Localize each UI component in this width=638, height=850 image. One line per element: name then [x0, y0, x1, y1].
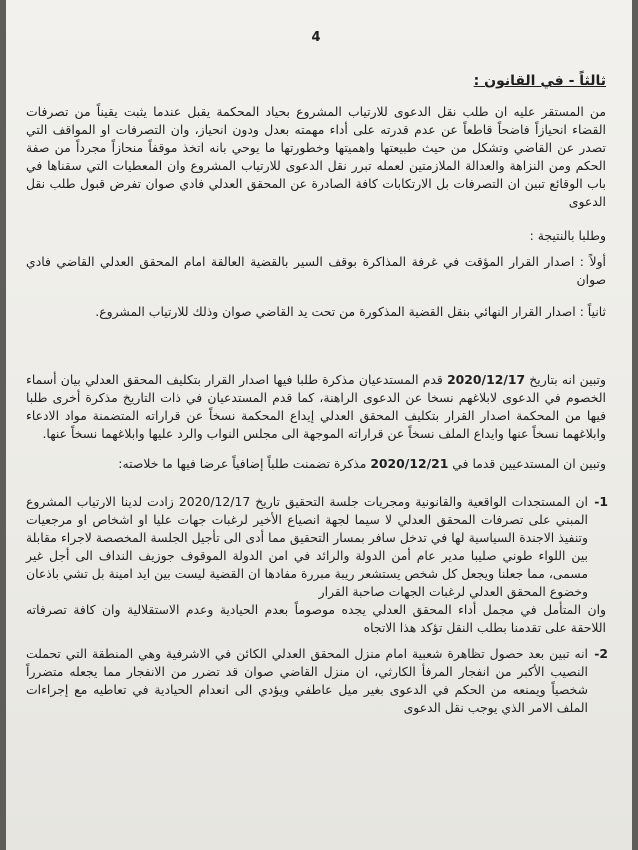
document-page [6, 0, 632, 850]
memo-2017-pre: وتبين انه بتاريخ [525, 372, 606, 387]
memo-2021-pre: وتبين ان المستدعيين قدما في [448, 456, 606, 471]
summary-item [26, 493, 606, 637]
page-number: 4 [311, 30, 321, 45]
summary-item-number: 2- [594, 646, 608, 661]
summary-item-number: 1- [594, 494, 608, 509]
memo-2021-date: 2020/12/21 [370, 456, 449, 471]
summary-list [26, 493, 606, 717]
memo-2017-paragraph [26, 371, 606, 443]
request-item-first: أولاً : اصدار القرار المؤقت في غرفة المذاكرة بوقف السير بالقضية العالقة امام المحقق العدلي القاضي فادي صوان [26, 254, 606, 287]
summary-item-text: ان المستجدات الواقعية والقانونية ومجريات جلسة التحقيق تاريخ 2020/12/17 زادت لدينا الارتياب المشروع المبني على تصرفات المحقق العدلي لا سيما لجهة انصياع الأخير لرغبات جهات عليا او اشخاص او مرجعيات وتنفيذ الاجندة السياسية لها في تدخل سافر بمسار التحقيق مما أدى الى تأجيل الجلسة المخصصة لاجراء مقابلة بين اللواء طوني صليبا مدير عام أمن الدولة والرائد في امن الدولة الموقوف جوزيف النداف الى أجل غير مسمى، مما جعلنا ويجعل كل شخص يستشعر ريبة مبررة مفادها ان القضية ليست بين ايد امينة بل تشي باذعان وخضوع المحقق العدلي لرغبات الجهات صاحبة القرار [26, 494, 588, 599]
memo-2021-paragraph [26, 455, 606, 473]
summary-item-continuation: وان المتأمل في مجمل أداء المحقق العدلي يجده موصوماً بعدم الحيادية وعدم الاستقلالية وان كافة تصرفاته اللاحقة على تقدمنا بطلب النقل تؤكد هذا الاتجاه [26, 602, 606, 635]
request-title: وطلبا بالنتيجة : [529, 228, 606, 243]
request-item-second: ثانياً : اصدار القرار النهائي بنقل القضية المذكورة من تحت يد القاضي صوان وذلك للارتياب المشروع. [95, 304, 606, 319]
intro-paragraph: من المستقر عليه ان طلب نقل الدعوى للارتياب المشروع بحياد المحكمة يقبل عندما يثبت يقيناً من تصرفات القضاء انحيازاً فاضحاً قاطعاً عن عدم قدرته على أداء مهمته بعدل ودون انحياز، وان التصرفات او المواقف التي تصدر عن القاضي وتشكل من حيث طبيعتها واهميتها وخطورتها ما يوحي بانه اتخذ موقفاً منحازاً مجرداً من صفة الحكم ومن النزاهة والعدالة الملازمتين لعمله تبرر نقل الدعوى للارتياب المشروع وان المعطيات التي سقناها في باب الوقائع تبين ان التصرفات بل الارتكابات كافة الصادرة عن المحقق العدلي فادي صوان تفرض قبول طلب نقل الدعوى [26, 104, 606, 209]
memo-2021-post: مذكرة تضمنت طلباً إضافياً عرضا فيها ما خلاصته: [118, 456, 371, 471]
summary-item-text: انه تبين بعد حصول تظاهرة شعبية امام منزل المحقق العدلي الكائن في الاشرفية وهي المنطقة التي تحملت النصيب الأكبر من انفجار المرفأ الكارثي، ان منزل القاضي صوان قد تضرر من الانفجار مما يجعله متضرراً شخصياً ويمنعه من الحكم في الدعوى بغير ميل عاطفي ويؤدي الى انعدام الحيادية في تعاطيه مع إجراءات الملف الامر الذي يوجب نقل الدعوى [26, 646, 588, 715]
memo-2017-post: قدم المستدعيان مذكرة طلبا فيها اصدار القرار بتكليف المحقق العدلي بيان أسماء الخصوم في الدعوى لابلاغهم نسخا عن الدعوى الراهنة، كما قدم المستدعيان في ذات التاريخ مذكرة أخرى طلبا فيها من المحكمة اصدار القرار بتكليف المحقق العدلي إيداع المحكمة نسخاً عن قراراته المتضمنة مواد الادعاء وابلاغهما نسخاً عنها وايداع الملف نسخاً عن قراراته الموجهة الى مجلس النواب والرد عليها وابلاغهما نسخاً عنها. [26, 372, 606, 441]
summary-item [26, 645, 606, 717]
section-heading: ثالثاً - في القانون : [473, 73, 606, 89]
memo-2017-date: 2020/12/17 [447, 372, 526, 387]
